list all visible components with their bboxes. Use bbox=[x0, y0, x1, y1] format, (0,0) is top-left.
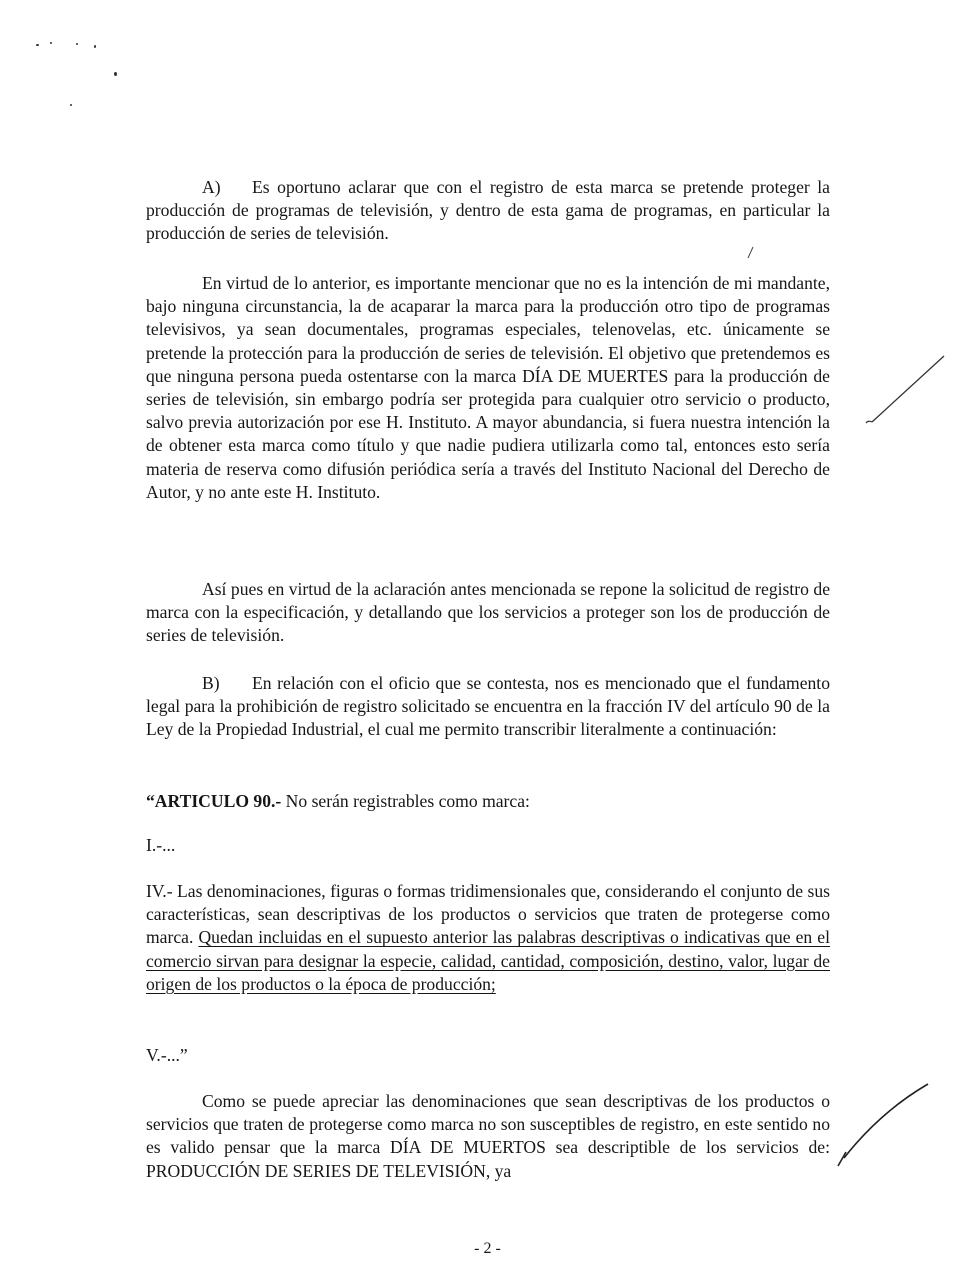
paragraph-a-text: Es oportuno aclarar que con el registro de esta marca se pretende proteger la producción de programas de televisión, y dentro de esta gama de programas, en particular la producción de series de televisión. bbox=[146, 177, 830, 244]
pen-check-mark bbox=[838, 1152, 846, 1166]
fraction-4 bbox=[146, 880, 830, 996]
paragraph-2-text: En virtud de lo anterior, es importante mencionar que no es la intención de mi mandante, bajo ninguna circunstancia, la de acaparar la marca para la producción otro tipo de programas televisivos, ya sean documentales, programas especiales, telenovelas, etc. únicamente se pretende la protección para la producción de series de televisión. El objetivo que pretendemos es que ninguna persona pueda ostentarse con la marca DÍA DE MUERTES para la producción de series de televisión, sin embargo podría ser protegida para cualquier otro servicio o producto, salvo previa autorización por ese H. Instituto. A mayor abundancia, si fuera nuestra intención la de obtener esta marca como título y que nadie pudiera utilizarla como tal, entonces esto sería materia de reserva como difusión periódica sería a través del Instituto Nacional del Derecho de Autor, y no ante este H. Instituto. bbox=[146, 273, 830, 502]
paragraph-a-label: A) bbox=[202, 177, 221, 197]
paragraph-2 bbox=[146, 272, 830, 504]
paragraph-last bbox=[146, 1090, 830, 1183]
pen-check-mark bbox=[872, 356, 944, 422]
fraction-1-text: I.-... bbox=[146, 835, 176, 855]
paragraph-3-text: Así pues en virtud de la aclaración antes mencionada se repone la solicitud de registro de marca con la especificación, y detallando que los servicios a proteger son los de producción de series de televisión. bbox=[146, 579, 830, 646]
fraction-5 bbox=[146, 1044, 830, 1067]
pen-check-mark bbox=[844, 1084, 928, 1158]
fraction-5-text: V.-...” bbox=[146, 1045, 188, 1065]
fraction-4-underlined: Quedan incluidas en el supuesto anterior las palabras descriptivas o indicativas que en el comercio sirvan para designar la especie, calidad, cantidad, composición, destino, valor, lugar de origen de los productos o la época de producción; bbox=[146, 927, 830, 994]
article-heading-rest: No serán registrables como marca: bbox=[281, 791, 530, 811]
pen-check-mark bbox=[866, 421, 872, 423]
fraction-4-plain: IV.- Las denominaciones, figuras o formas tridimensionales que, considerando el conjunto de sus características, sean descriptivas de los productos o servicios que traten de protegerse como marca. bbox=[146, 881, 830, 948]
paragraph-b-text: En relación con el oficio que se contesta, nos es mencionado que el fundamento legal para la prohibición de registro solicitado se encuentra en la fracción IV del artículo 90 de la Ley de la Propiedad Industrial, el cual me permito transcribir literalmente a continuación: bbox=[146, 673, 830, 740]
fraction-1 bbox=[146, 834, 830, 857]
paragraph-last-text: Como se puede apreciar las denominaciones que sean descriptivas de los productos o servicios que traten de protegerse como marca no son susceptibles de registro, en este sentido no es valido pensar que la marca DÍA DE MUERTOS sea descriptible de los servicios de: PRODUCCIÓN DE SERIES DE TELEVISIÓN, ya bbox=[146, 1091, 830, 1181]
paragraph-b bbox=[146, 672, 830, 742]
page-number: - 2 - bbox=[474, 1240, 501, 1257]
paragraph-a bbox=[146, 176, 830, 246]
article-heading-bold: “ARTICULO 90.- bbox=[146, 791, 282, 811]
pen-check-mark bbox=[748, 247, 753, 258]
paragraph-b-label: B) bbox=[202, 673, 220, 693]
article-heading bbox=[146, 790, 830, 813]
paragraph-3 bbox=[146, 578, 830, 648]
